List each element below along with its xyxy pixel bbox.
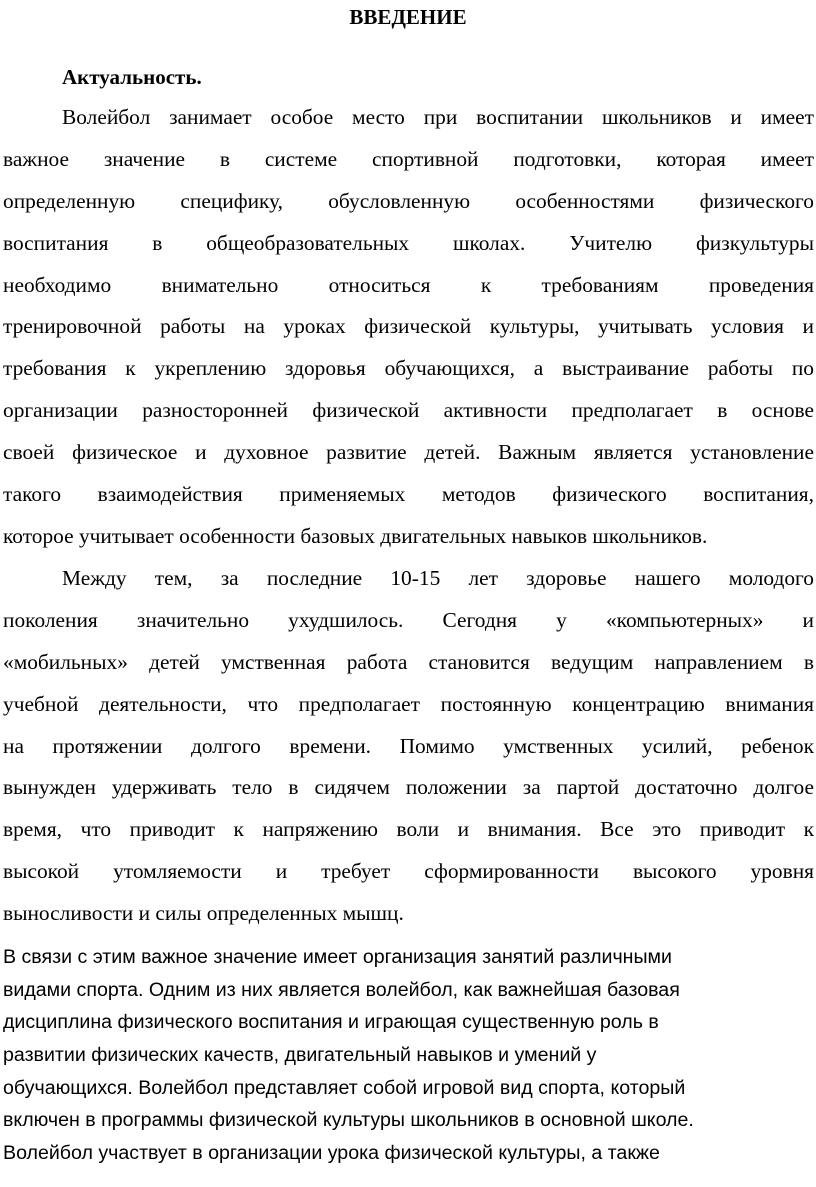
paragraph-line: включен в программы физической культуры школьников в основной школе. bbox=[3, 1109, 694, 1132]
paragraph-line: «мобильных» детей умственная работа становится ведущим направлением в bbox=[3, 649, 814, 674]
paragraph-line: которое учитывает особенности базовых двигательных навыков школьников. bbox=[3, 523, 708, 548]
paragraph-line: В связи с этим важное значение имеет организация занятий различными bbox=[3, 946, 672, 968]
paragraph-line: воспитания в общеобразовательных школах. Учителю физкультуры bbox=[3, 230, 814, 255]
paragraph-line: определенную специфику, обусловленную особенностями физического bbox=[3, 188, 814, 213]
paragraph-line: обучающихся. Волейбол представляет собой игровой вид спорта, который bbox=[3, 1076, 686, 1099]
paragraph-relevance bbox=[3, 97, 814, 558]
paragraph-line: требования к укреплению здоровья обучающихся, а выстраивание работы по bbox=[3, 356, 814, 381]
paragraph-line: дисциплина физического воспитания и играющая существенную роль в bbox=[3, 1011, 659, 1034]
paragraph-line: на протяжении долгого времени. Помимо умственных усилий, ребенок bbox=[3, 733, 814, 758]
section-heading: Актуальность. bbox=[62, 65, 202, 89]
document-title: ВВЕДЕНИЕ bbox=[349, 5, 467, 29]
paragraph-line: такого взаимодействия применяемых методов физического воспитания, bbox=[3, 482, 814, 507]
paragraph-line: развитии физических качеств, двигательный навыков и умений у bbox=[3, 1044, 597, 1067]
paragraph-line: учебной деятельности, что предполагает постоянную концентрацию внимания bbox=[3, 691, 814, 716]
paragraph-line: организации разносторонней физической активности предполагает в основе bbox=[3, 398, 814, 423]
paragraph-line: тренировочной работы на уроках физической культуры, учитывать условия и bbox=[3, 314, 814, 339]
paragraph-line: Между тем, за последние 10-15 лет здоровье нашего молодого bbox=[62, 566, 814, 590]
paragraph-line: Волейбол занимает особое место при воспитании школьников и имеет bbox=[62, 105, 814, 129]
paragraph-health bbox=[3, 558, 814, 935]
paragraph-line: время, что приводит к напряжению воли и внимания. Все это приводит к bbox=[3, 817, 814, 842]
paragraph-line: важное значение в системе спортивной подготовки, которая имеет bbox=[3, 146, 814, 171]
paragraph-line: выносливости и силы определенных мышц. bbox=[3, 901, 404, 926]
paragraph-line: необходимо внимательно относиться к требованиям проведения bbox=[3, 272, 814, 297]
paragraph-line: вынужден удерживать тело в сидячем положении за партой достаточно долгое bbox=[3, 775, 814, 800]
paragraph-volleyball bbox=[3, 941, 814, 1170]
paragraph-line: высокой утомляемости и требует сформированности высокого уровня bbox=[3, 859, 814, 884]
paragraph-line: видами спорта. Одним из них является волейбол, как важнейшая базовая bbox=[3, 978, 680, 1001]
paragraph-line: своей физическое и духовное развитие детей. Важным является установление bbox=[3, 440, 814, 465]
paragraph-line: поколения значительно ухудшилось. Сегодня у «компьютерных» и bbox=[3, 607, 814, 632]
paragraph-line: Волейбол участвует в организации урока физической культуры, а также bbox=[3, 1142, 660, 1165]
